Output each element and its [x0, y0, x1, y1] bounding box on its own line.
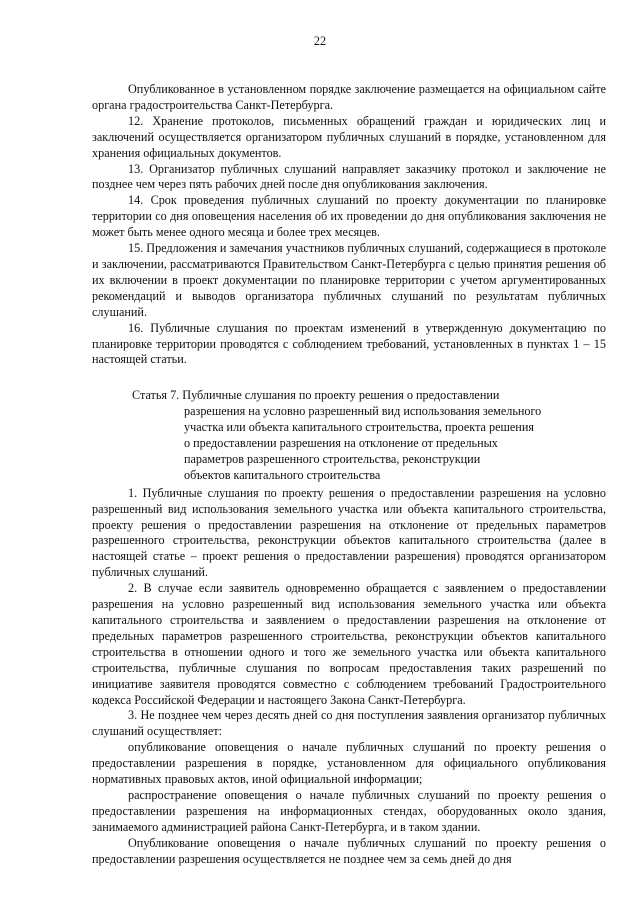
article-paragraph-3-item-1: опубликование оповещения о начале публичных слушаний по проекту решения о предоставлении разрешения в порядке, установленном для официального опубликования нормативных правовых актов, иной официальной информации; [92, 740, 606, 787]
page-number: 22 [313, 34, 327, 48]
paragraph: Опубликованное в установленном порядке заключение размещается на официальном сайте органа градостроительства Санкт-Петербурга. [92, 82, 606, 112]
paragraph-16: 16. Публичные слушания по проектам изменений в утвержденную документацию по планировке территории проводятся с соблюдением требований, установленных в пунктах 1 – 15 настоящей статьи. [92, 320, 606, 367]
article-heading-line: параметров разрешенного строительства, реконструкции [184, 451, 481, 466]
article-heading-line: объектов капитального строительства [184, 467, 381, 482]
article-paragraph-1: 1. Публичные слушания по проекту решения о предоставлении разрешения на условно разрешенный вид использования земельного участка или объекта капитального строительства, проекту решения о предоставлении разрешения на отклонение от предельных параметров разрешенного строительства, реконструкции объектов капитального строительства (далее в настоящей статье – проект решения о предоставлении разрешения) проводятся организатором публичных слушаний. [92, 485, 606, 580]
paragraph-15: 15. Предложения и замечания участников публичных слушаний, содержащиеся в протоколе и заключении, рассматриваются Правительством Санкт-Петербурга с целью принятия решения об их включении в проект документации по планировке территории с учетом аргументированных рекомендаций и выводов организатора публичных слушаний по результатам публичных слушаний. [92, 241, 606, 319]
article-paragraph-2: 2. В случае если заявитель одновременно обращается с заявлением о предоставлении разрешения на условно разрешенный вид использования земельного участка или объекта капитального строительства и заявлением о предоставлении разрешения на отклонение от предельных параметров разрешенного строительства, реконструкции объектов капитального строительства в отношении одного и того же земельного участка или объекта капитального строительства, публичные слушания по вопросам предоставления таких разрешений по инициативе заявителя проводятся совместно с соблюдением требований Градостроительного кодекса Российской Федерации и настоящего Закона Санкт-Петербурга. [92, 581, 606, 707]
article-heading-line: Статья 7. Публичные слушания по проекту решения о предоставлении [132, 388, 500, 403]
paragraph-13: 13. Организатор публичных слушаний направляет заказчику протокол и заключение не позднее чем через пять рабочих дней после дня опубликования заключения. [92, 161, 606, 192]
article-heading [92, 388, 606, 483]
paragraph-14: 14. Срок проведения публичных слушаний по проекту документации по планировке территории со дня оповещения населения об их проведении до дня опубликования заключения не может быть менее одного месяца и более трех месяцев. [92, 193, 606, 240]
article-heading-line: участка или объекта капитального строительства, проекта решения [184, 420, 534, 435]
article-heading-line: разрешения на условно разрешенный вид использования земельного [184, 404, 542, 419]
article-heading-line: о предоставлении разрешения на отклонение от предельных [184, 436, 498, 451]
article-paragraph-3-item-2: распространение оповещения о начале публичных слушаний по проекту решения о предоставлении разрешения на информационных стендах, оборудованных около здания, занимаемого администрацией района Санкт-Петербурга, и в таком здании. [92, 787, 606, 834]
article-paragraph-3: 3. Не позднее чем через десять дней со дня поступления заявления организатор публичных слушаний осуществляет: [92, 708, 606, 739]
paragraph-12: 12. Хранение протоколов, письменных обращений граждан и юридических лиц и заключений осуществляется организатором публичных слушаний в порядке, установленном для хранения официальных документов. [92, 113, 606, 160]
document-body [92, 82, 606, 868]
article-paragraph-3-tail: Опубликование оповещения о начале публичных слушаний по проекту решения о предоставлении разрешения осуществляется не позднее чем за семь дней до дня [92, 835, 606, 866]
